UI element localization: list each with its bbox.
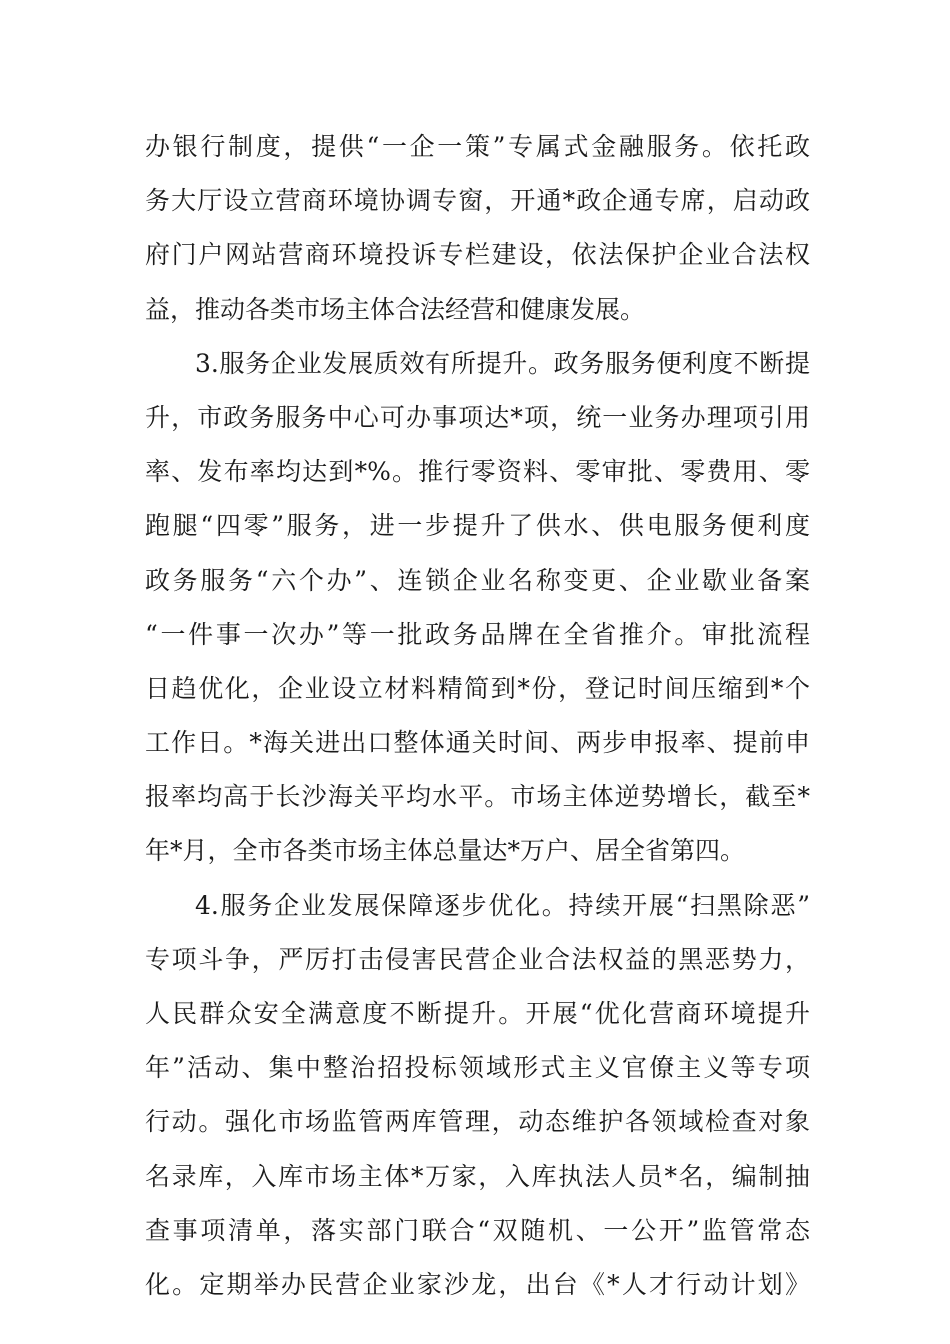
text-line: 办银行制度，提供“一企一策”专属式金融服务。依托政 xyxy=(145,132,810,161)
text-line: 化。定期举办民营企业家沙龙，出台《*人才行动计划》 xyxy=(145,1269,810,1299)
text-line: 跑腿“四零”服务，进一步提升了供水、供电服务便利度 xyxy=(145,511,810,541)
paragraph-service-guarantee xyxy=(145,879,810,1313)
text-line: 率、发布率均达到*%。推行零资料、零审批、零费用、零 xyxy=(145,457,810,487)
text-line: 年*月，全市各类市场主体总量达*万户、居全省第四。 xyxy=(145,836,746,866)
text-line: 3.服务企业发展质效有所提升。政务服务便利度不断提 xyxy=(195,348,810,378)
text-line: 升，市政务服务中心可办事项达*项，统一业务办理项引用 xyxy=(145,402,810,432)
text-line: “一件事一次办”等一批政务品牌在全省推介。审批流程 xyxy=(145,619,810,649)
text-line: 名录库，入库市场主体*万家，入库执法人员*名，编制抽 xyxy=(145,1161,810,1191)
text-line: 查事项清单，落实部门联合“双随机、一公开”监管常态 xyxy=(145,1215,810,1245)
text-line: 人民群众安全满意度不断提升。开展“优化营商环境提升 xyxy=(145,999,810,1028)
text-line: 4.服务企业发展保障逐步优化。持续开展“扫黑除恶” xyxy=(195,890,810,920)
body-text xyxy=(145,120,810,1312)
text-line: 益，推动各类市场主体合法经营和健康发展。 xyxy=(145,294,646,324)
text-line: 报率均高于长沙海关平均水平。市场主体逆势增长，截至* xyxy=(145,782,810,812)
text-line: 务大厅设立营商环境协调专窗，开通*政企通专席，启动政 xyxy=(145,186,810,216)
text-line: 专项斗争，严厉打击侵害民营企业合法权益的黑恶势力， xyxy=(145,944,810,974)
text-line: 政务服务“六个办”、连锁企业名称变更、企业歇业备案 xyxy=(145,565,810,595)
paragraph-service-quality xyxy=(145,337,810,879)
text-line: 行动。强化市场监管两库管理，动态维护各领域检查对象 xyxy=(145,1107,810,1137)
text-line: 府门户网站营商环境投诉专栏建设，依法保护企业合法权 xyxy=(145,240,810,270)
text-line: 年”活动、集中整治招投标领域形式主义官僚主义等专项 xyxy=(145,1053,810,1083)
text-line: 日趋优化，企业设立材料精简到*份，登记时间压缩到*个 xyxy=(145,673,810,703)
paragraph-financial-services xyxy=(145,120,810,337)
text-line: 工作日。*海关进出口整体通关时间、两步申报率、提前申 xyxy=(145,728,810,758)
